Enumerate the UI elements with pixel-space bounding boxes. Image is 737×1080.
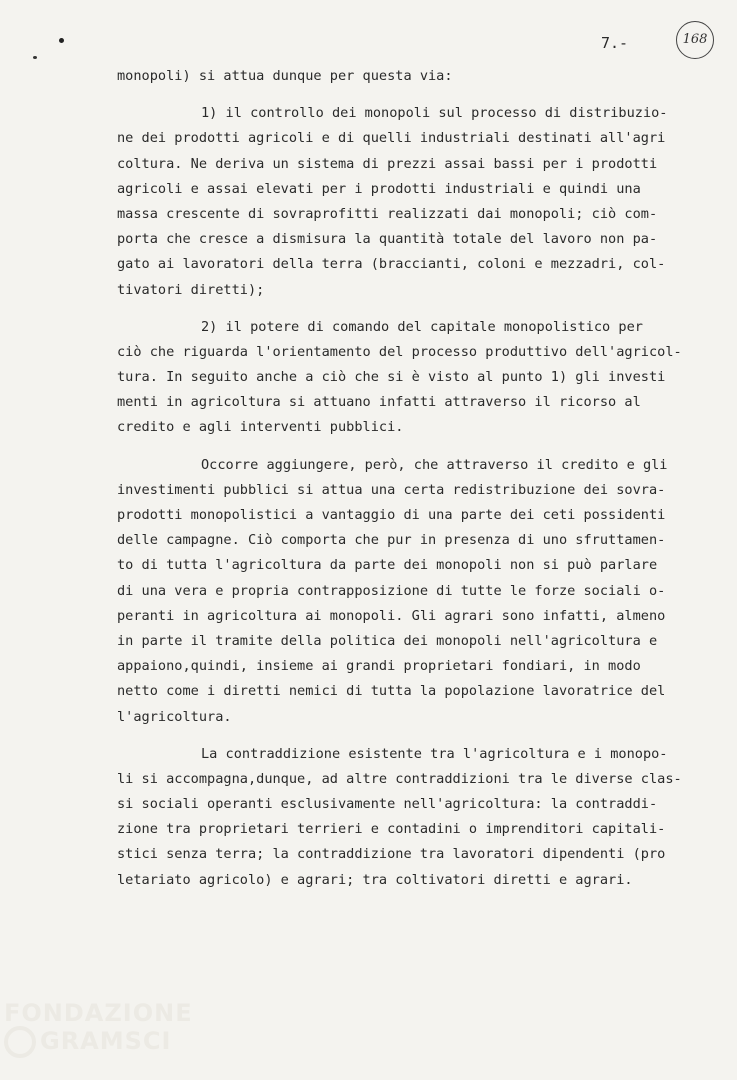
text-line: ciò che riguarda l'orientamento del processo produttivo dell'agricol- [117,343,682,360]
text-line: credito e agli interventi pubblici. [117,419,404,436]
text-line: netto come i diretti nemici di tutta la popolazione lavoratrice del [117,683,666,700]
text-line: letariato agricolo) e agrari; tra coltivatori diretti e agrari. [117,871,633,888]
ink-speck [59,38,64,43]
paragraph [117,64,717,89]
text-line: investimenti pubblici si attua una certa redistribuzione dei sovra- [117,481,666,498]
text-line: La contraddizione esistente tra l'agricoltura e i monopo- [201,745,668,762]
text-line: zione tra proprietari terrieri e contadini o imprenditori capitali- [117,821,666,838]
text-line: tivatori diretti); [117,281,265,298]
folio-stamp: 168 [676,21,714,59]
text-line: si sociali operanti esclusivamente nell'agricoltura: la contraddi- [117,796,658,813]
paragraph [117,315,717,441]
text-line: stici senza terra; la contraddizione tra lavoratori dipendenti (pro [117,846,666,863]
watermark-logo-icon [4,1026,36,1058]
watermark-line-2: GRAMSCI [4,1026,193,1058]
text-line: delle campagne. Ciò comporta che pur in presenza di uno sfruttamen- [117,532,666,549]
text-line: agricoli e assai elevati per i prodotti industriali e quindi una [117,180,641,197]
text-line: peranti in agricoltura ai monopoli. Gli agrari sono infatti, almeno [117,607,666,624]
text-line: porta che cresce a dismisura la quantità totale del lavoro non pa- [117,231,658,248]
watermark-line-1: FONDAZIONE [4,999,193,1027]
paragraph [117,742,717,893]
text-line: gato ai lavoratori della terra (braccianti, coloni e mezzadri, col- [117,256,666,273]
text-line: l'agricoltura. [117,708,232,725]
paragraph [117,101,717,303]
text-line: appaiono,quindi, insieme ai grandi proprietari fondiari, in modo [117,658,641,675]
text-line: prodotti monopolistici a vantaggio di una parte dei ceti possidenti [117,507,666,523]
ink-speck [33,56,37,59]
text-line: li si accompagna,dunque, ad altre contraddizioni tra le diverse clas- [117,770,682,787]
page-number: 7.- [601,34,629,52]
text-line: 2) il potere di comando del capitale monopolistico per [201,318,643,335]
text-line: tura. In seguito anche a ciò che si è visto al punto 1) gli investi [117,369,666,386]
document-body [117,64,717,893]
text-line: di una vera e propria contrapposizione di tutte le forze sociali o- [117,582,666,599]
watermark [4,1000,193,1058]
text-line: Occorre aggiungere, però, che attraverso il credito e gli [201,456,668,473]
paragraph [117,453,717,730]
text-line: 1) il controllo dei monopoli sul processo di distribuzio- [201,105,668,122]
text-line: to di tutta l'agricoltura da parte dei monopoli non si può parlare [117,557,658,574]
text-line: in parte il tramite della politica dei monopoli nell'agricoltura e [117,632,658,649]
text-line: coltura. Ne deriva un sistema di prezzi assai bassi per i prodotti [117,155,658,172]
text-line: ne dei prodotti agricoli e di quelli industriali destinati all'agri [117,130,666,147]
text-line: monopoli) si attua dunque per questa via: [117,68,453,84]
text-line: menti in agricoltura si attuano infatti attraverso il ricorso al [117,394,641,411]
text-line: massa crescente di sovraprofitti realizzati dai monopoli; ciò com- [117,205,658,222]
